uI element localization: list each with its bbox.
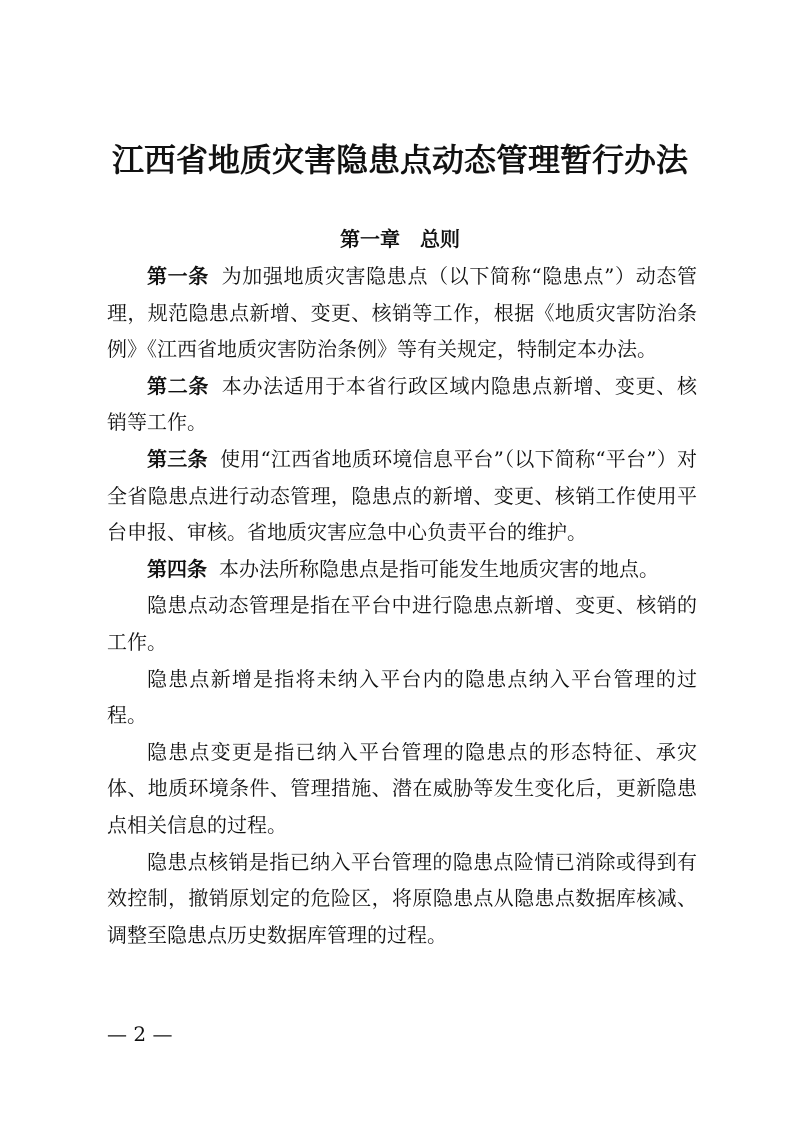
chapter-heading: 第一章 总则 bbox=[340, 227, 460, 251]
article-2 bbox=[107, 368, 697, 441]
article-text: 本办法所称隐患点是指可能发生地质灾害的地点。 bbox=[219, 556, 659, 581]
document-title: 江西省地质灾害隐患点动态管理暂行办法 bbox=[111, 141, 688, 179]
document-body bbox=[107, 258, 697, 953]
page-number: — 2 — bbox=[107, 1022, 173, 1046]
paragraph: 隐患点动态管理是指在平台中进行隐患点新增、变更、核销的工作。 bbox=[107, 593, 697, 654]
article-text: 为加强地质灾害隐患点（以下简称“隐患点”）动态管理，规范隐患点新增、变更、核销等工作，根据《地质灾害防治条例》《江西省地质灾害防治条例》等有关规定，特制定本办法。 bbox=[107, 264, 697, 362]
article-number: 第四条 bbox=[147, 556, 207, 581]
article-number: 第二条 bbox=[147, 373, 210, 398]
paragraph: 隐患点变更是指已纳入平台管理的隐患点的形态特征、承灾体、地质环境条件、管理措施、潜在威胁等发生变化后，更新隐患点相关信息的过程。 bbox=[107, 739, 697, 837]
paragraph: 隐患点核销是指已纳入平台管理的隐患点险情已消除或得到有效控制，撤销原划定的危险区，将原隐患点从隐患点数据库核减、调整至隐患点历史数据库管理的过程。 bbox=[107, 849, 697, 947]
article-3 bbox=[107, 441, 697, 551]
article-number: 第三条 bbox=[147, 446, 208, 471]
article-4 bbox=[107, 551, 697, 588]
paragraph: 隐患点新增是指将未纳入平台内的隐患点纳入平台管理的过程。 bbox=[107, 666, 697, 728]
article-text: 本办法适用于本省行政区域内隐患点新增、变更、核销等工作。 bbox=[107, 373, 698, 435]
article-text: 使用“江西省地质环境信息平台”（以下简称“平台”）对全省隐患点进行动态管理，隐患点的新增、变更、核销工作使用平台申报、审核。省地质灾害应急中心负责平台的维护。 bbox=[107, 446, 697, 545]
article-1 bbox=[107, 258, 697, 368]
article-number: 第一条 bbox=[147, 264, 209, 288]
